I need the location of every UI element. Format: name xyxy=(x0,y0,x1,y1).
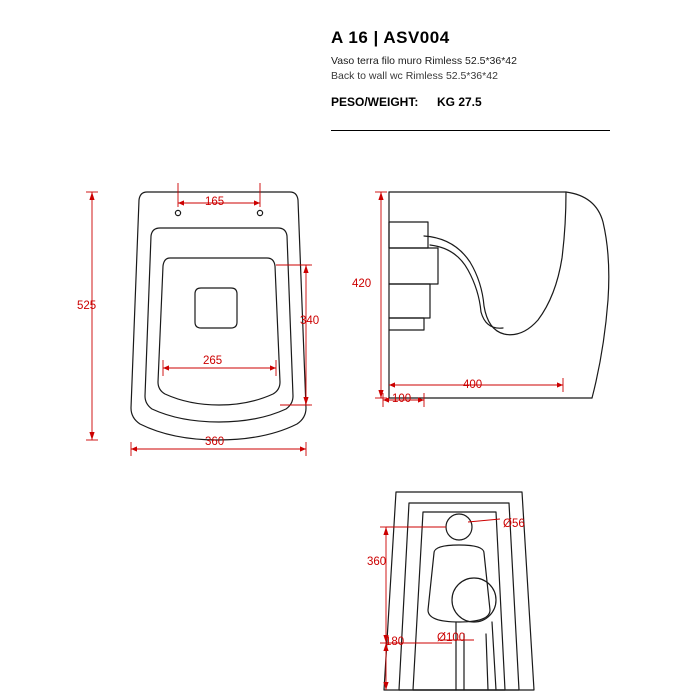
top-view-outline xyxy=(131,192,306,440)
dimension-360-bottom: 360 xyxy=(367,556,387,568)
dimension-360-top: 360 xyxy=(205,436,225,448)
dimension-diameter-100: Ø100 xyxy=(437,632,466,644)
dimension-100: 100 xyxy=(392,393,412,405)
dimension-diameter-56: Ø56 xyxy=(503,518,525,530)
side-view-outline xyxy=(389,192,609,398)
product-description-it: Vaso terra filo muro Rimless 52.5*36*42 xyxy=(331,55,517,67)
dimension-420: 420 xyxy=(352,278,372,290)
dimension-265: 265 xyxy=(203,355,223,367)
product-description-en: Back to wall wc Rimless 52.5*36*42 xyxy=(331,70,498,82)
weight-label: PESO/WEIGHT: xyxy=(331,95,419,109)
dimension-400: 400 xyxy=(463,379,483,391)
dimension-165: 165 xyxy=(205,196,225,208)
weight-value: KG 27.5 xyxy=(437,95,482,109)
dimension-180: 180 xyxy=(385,636,405,648)
page-title: A 16 | ASV004 xyxy=(331,28,450,47)
dimension-525: 525 xyxy=(77,300,97,312)
dimension-340: 340 xyxy=(300,315,320,327)
